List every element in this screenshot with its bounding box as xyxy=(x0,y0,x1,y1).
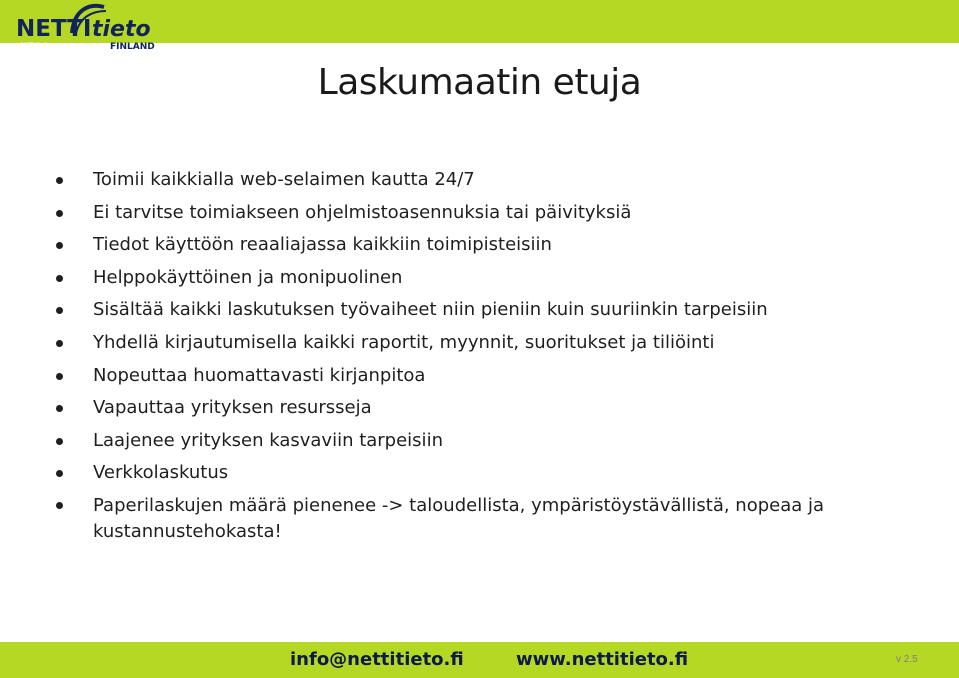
list-item xyxy=(56,392,916,425)
list-item xyxy=(56,197,916,230)
list-item xyxy=(56,262,916,295)
list-item xyxy=(56,229,916,262)
list-item xyxy=(56,327,916,360)
slide-title: Laskumaatin etuja xyxy=(317,62,642,103)
list-item xyxy=(56,164,916,197)
footer-email-link[interactable]: info@nettitieto.fi xyxy=(290,649,464,670)
bullet-icon xyxy=(56,210,63,217)
list-item-text: Nopeuttaa huomattavasti kirjanpitoa xyxy=(93,364,426,386)
footer-band xyxy=(0,642,959,678)
logo-sub-right: FINLAND xyxy=(110,42,155,52)
list-item xyxy=(56,425,916,458)
bullet-icon xyxy=(56,405,63,412)
bullet-icon xyxy=(56,438,63,445)
list-item-text: Toimii kaikkialla web-selaimen kautta 24/7 xyxy=(93,169,475,190)
benefits-list xyxy=(56,164,916,545)
list-item-text: Paperilaskujen määrä pienenee -> taloudellista, ympäristöystävällistä, nopeaa ja kustannustehokasta! xyxy=(93,494,825,542)
list-item-text: Yhdellä kirjautumisella kaikki raportit, myynnit, suoritukset ja tiliöinti xyxy=(93,331,715,353)
list-item xyxy=(56,457,916,490)
bullet-icon xyxy=(56,242,63,249)
list-item-text: Laajenee yrityksen kasvaviin tarpeisiin xyxy=(93,429,443,451)
nettitieto-logo xyxy=(14,3,160,55)
list-item-text: Verkkolaskutus xyxy=(93,462,229,484)
list-item-text: Tiedot käyttöön reaaliajassa kaikkiin toimipisteisiin xyxy=(93,234,552,256)
footer-website-link[interactable]: www.nettitieto.fi xyxy=(516,649,689,670)
list-item xyxy=(56,490,916,545)
version-label: v 2.5 xyxy=(896,654,918,665)
bullet-icon xyxy=(56,502,63,509)
list-item xyxy=(56,294,916,327)
bullet-icon xyxy=(56,275,63,282)
bullet-icon xyxy=(56,373,63,380)
list-item-text: Ei tarvitse toimiakseen ohjelmistoasennuksia tai päivityksiä xyxy=(93,201,632,223)
bullet-icon xyxy=(56,470,63,477)
bullet-icon xyxy=(56,307,63,314)
logo-main-text: NETTI xyxy=(16,16,92,42)
logo-accent-text: tieto xyxy=(92,17,151,42)
list-item-text: Sisältää kaikki laskutuksen työvaiheet niin pieniin kuin suuriinkin tarpeisiin xyxy=(93,299,768,321)
list-item-text: Vapauttaa yrityksen resursseja xyxy=(93,397,372,419)
list-item-text: Helppokäyttöinen ja monipuolinen xyxy=(93,266,403,288)
bullet-icon xyxy=(56,340,63,347)
list-item xyxy=(56,360,916,393)
bullet-icon xyxy=(56,177,63,184)
logo-sub-left: NTG® xyxy=(20,42,51,52)
